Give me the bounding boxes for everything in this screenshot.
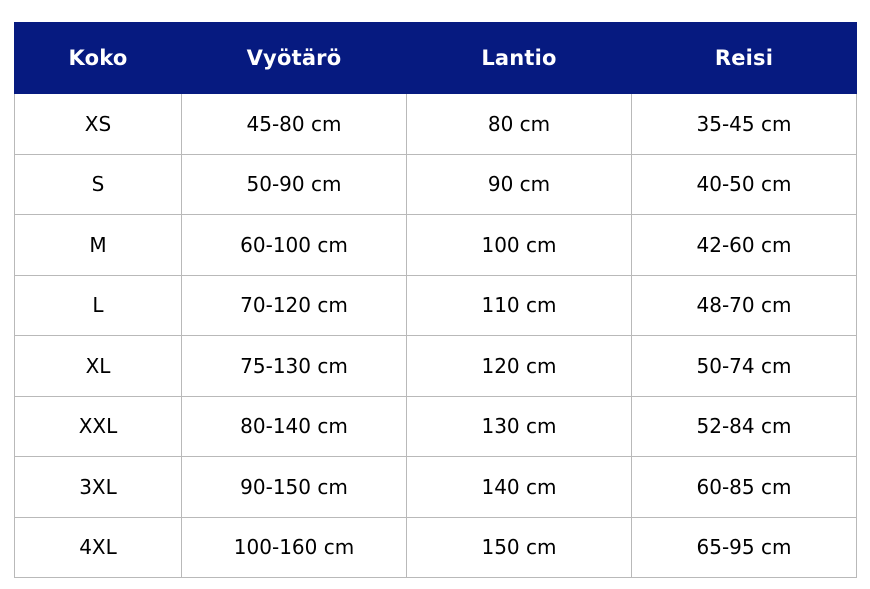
column-header-lantio: Lantio <box>407 23 632 94</box>
table-row <box>15 275 857 336</box>
cell-hip: 90 cm <box>407 154 632 215</box>
cell-size: XXL <box>15 396 182 457</box>
cell-hip: 130 cm <box>407 396 632 457</box>
cell-thigh: 35-45 cm <box>632 94 857 155</box>
cell-thigh: 50-74 cm <box>632 336 857 397</box>
cell-size: 3XL <box>15 457 182 518</box>
cell-size: XL <box>15 336 182 397</box>
cell-size: XS <box>15 94 182 155</box>
cell-thigh: 48-70 cm <box>632 275 857 336</box>
cell-waist: 70-120 cm <box>182 275 407 336</box>
table-row <box>15 517 857 578</box>
table-row <box>15 215 857 276</box>
table-row <box>15 396 857 457</box>
cell-size: S <box>15 154 182 215</box>
cell-thigh: 60-85 cm <box>632 457 857 518</box>
cell-size: M <box>15 215 182 276</box>
cell-thigh: 65-95 cm <box>632 517 857 578</box>
cell-waist: 100-160 cm <box>182 517 407 578</box>
column-header-reisi: Reisi <box>632 23 857 94</box>
cell-thigh: 42-60 cm <box>632 215 857 276</box>
cell-hip: 100 cm <box>407 215 632 276</box>
cell-hip: 120 cm <box>407 336 632 397</box>
column-header-vyotaro: Vyötärö <box>182 23 407 94</box>
cell-waist: 60-100 cm <box>182 215 407 276</box>
cell-hip: 110 cm <box>407 275 632 336</box>
cell-hip: 150 cm <box>407 517 632 578</box>
cell-waist: 45-80 cm <box>182 94 407 155</box>
table-row <box>15 457 857 518</box>
table-row <box>15 94 857 155</box>
cell-waist: 50-90 cm <box>182 154 407 215</box>
cell-size: 4XL <box>15 517 182 578</box>
cell-size: L <box>15 275 182 336</box>
column-header-koko: Koko <box>15 23 182 94</box>
cell-waist: 80-140 cm <box>182 396 407 457</box>
table-body <box>15 94 857 578</box>
cell-waist: 75-130 cm <box>182 336 407 397</box>
table-header-row <box>15 23 857 94</box>
cell-thigh: 40-50 cm <box>632 154 857 215</box>
table-row <box>15 154 857 215</box>
cell-hip: 140 cm <box>407 457 632 518</box>
table-row <box>15 336 857 397</box>
size-chart-table <box>14 22 857 578</box>
table-header <box>15 23 857 94</box>
cell-thigh: 52-84 cm <box>632 396 857 457</box>
cell-hip: 80 cm <box>407 94 632 155</box>
cell-waist: 90-150 cm <box>182 457 407 518</box>
